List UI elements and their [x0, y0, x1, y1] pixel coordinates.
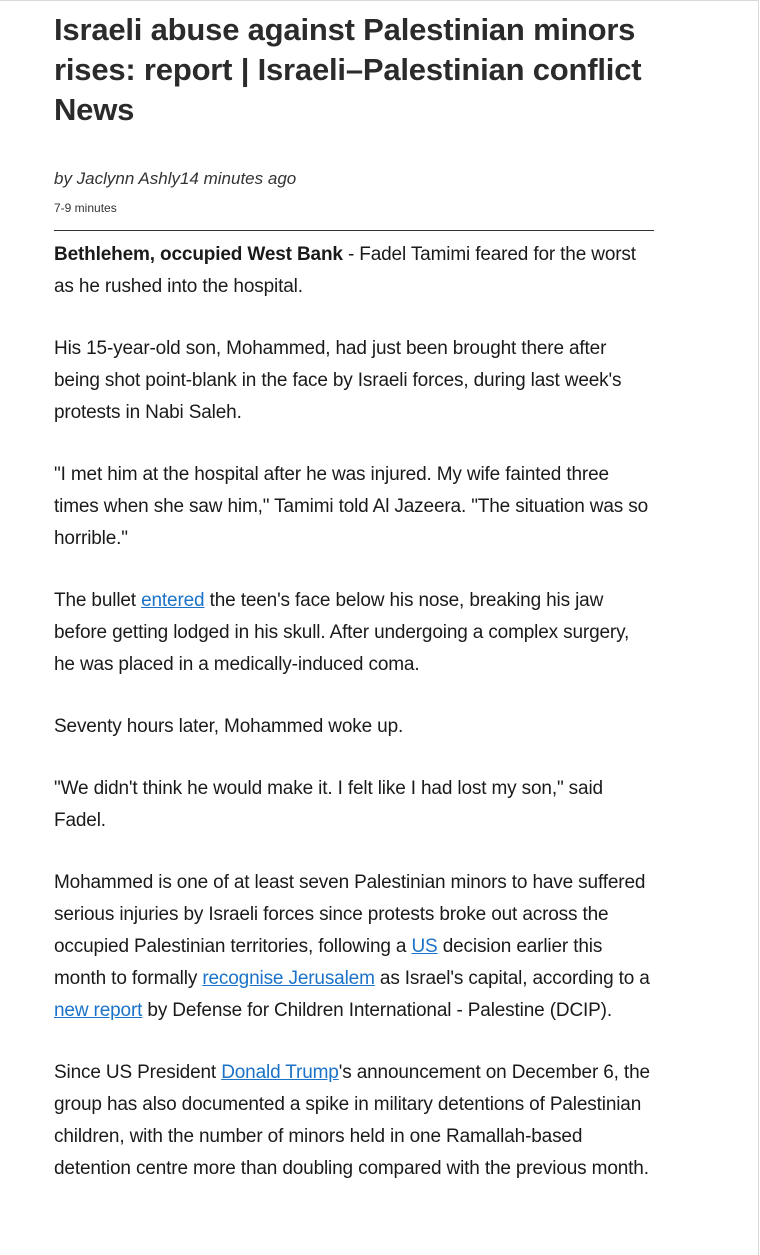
paragraph-1 [54, 239, 654, 303]
link-donald-trump[interactable]: Donald Trump [221, 1062, 339, 1083]
read-time: 7-9 minutes [54, 201, 117, 215]
divider [54, 230, 654, 231]
paragraph-7 [54, 867, 654, 1027]
paragraph-6: "We didn't think he would make it. I felt like I had lost my son," said Fadel. [54, 778, 603, 831]
paragraph-1-text: - Fadel Tamimi feared for the worst as he rushed into the hospital. [54, 244, 636, 297]
link-entered[interactable]: entered [141, 590, 205, 611]
paragraph-7-text-c: as Israel's capital, according to a [374, 968, 650, 989]
paragraph-4 [54, 585, 654, 681]
paragraph-2: His 15-year-old son, Mohammed, had just been brought there after being shot point-blank in the face by Israeli forces, during last week's protests in Nabi Saleh. [54, 338, 622, 423]
paragraph-7-text-d: by Defense for Children International - Palestine (DCIP). [142, 1000, 612, 1021]
paragraph-7-text-a: Mohammed is one of at least seven Palestinian minors to have suffered serious injuries by Israeli forces since protests broke out across the occupied Palestinian territories, following a [54, 872, 646, 957]
link-recognise-jerusalem[interactable]: recognise Jerusalem [202, 968, 375, 989]
article-title: Israeli abuse against Palestinian minors rises: report | Israeli–Palestinian conflict News [54, 12, 642, 127]
paragraph-8-text-a: Since US President [54, 1062, 222, 1083]
paragraph-8-text-b: 's announcement on December 6, the group has also documented a spike in military detentions of Palestinian children, with the number of minors held in one Ramallah-based detention centre more than doubling compared with the previous month. [54, 1062, 650, 1179]
dateline: Bethlehem, occupied West Bank [54, 244, 343, 265]
article-body [54, 239, 654, 1185]
paragraph-4-text-a: The bullet [54, 590, 142, 611]
paragraph-3: "I met him at the hospital after he was injured. My wife fainted three times when she saw him," Tamimi told Al Jazeera. "The situation was so horrible." [54, 464, 649, 549]
paragraph-4-text-b: the teen's face below his nose, breaking his jaw before getting lodged in his skull. After undergoing a complex surgery, he was placed in a medically-induced coma. [54, 590, 630, 675]
link-new-report[interactable]: new report [54, 1000, 143, 1021]
article [54, 10, 654, 1215]
link-us[interactable]: US [411, 936, 438, 957]
article-byline: by Jaclynn Ashly14 minutes ago [54, 169, 297, 188]
paragraph-8 [54, 1057, 654, 1185]
paragraph-5: Seventy hours later, Mohammed woke up. [54, 716, 404, 737]
paragraph-7-text-b: decision earlier this month to formally [54, 936, 603, 989]
